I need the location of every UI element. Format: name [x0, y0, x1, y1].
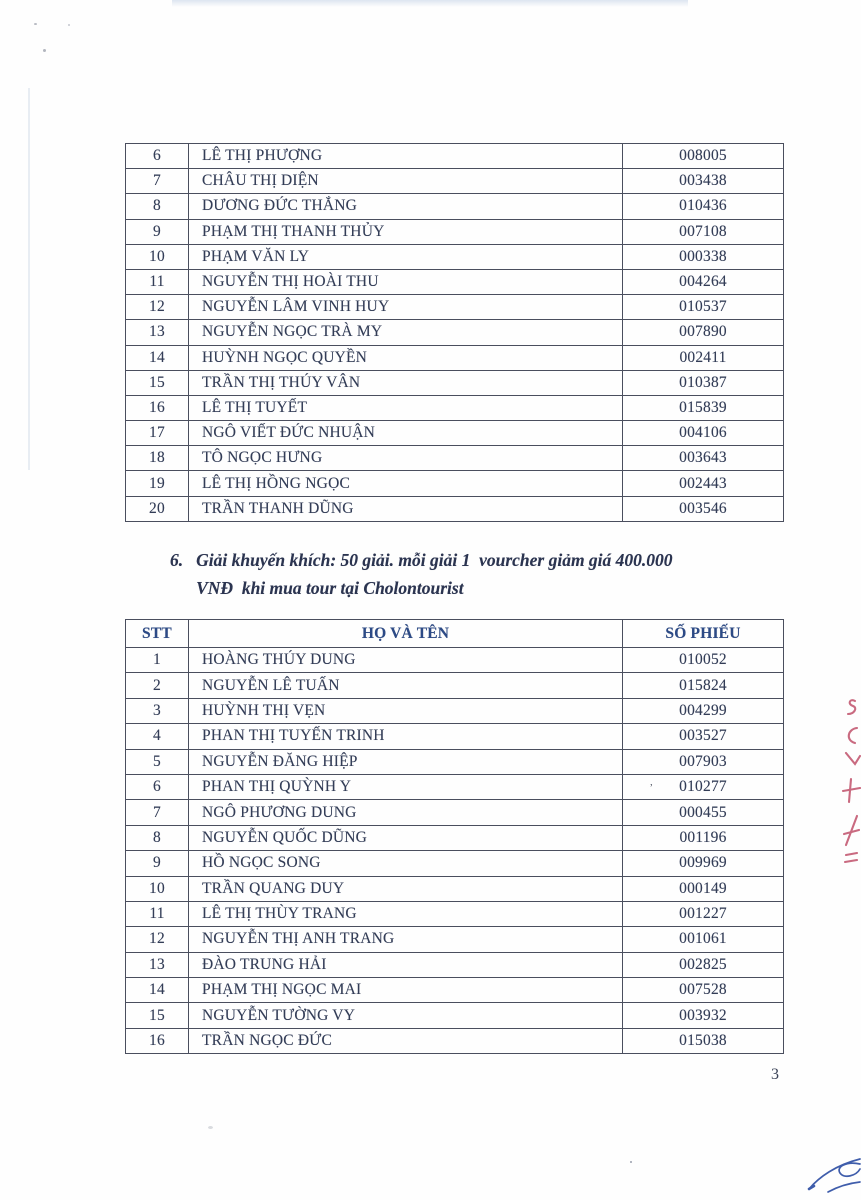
ticket-number-cell: 007903 — [623, 749, 784, 774]
winners-table-continued — [125, 143, 784, 522]
table-row — [126, 1003, 784, 1028]
row-index-cell: 2 — [126, 673, 189, 698]
winner-name-cell: HUỲNH THỊ VẸN — [189, 698, 623, 723]
ticket-number-cell: 000455 — [623, 800, 784, 825]
row-index-cell: 15 — [126, 370, 189, 395]
table-row — [126, 395, 784, 420]
ticket-number-cell: 003546 — [623, 496, 784, 521]
ticket-number-cell: 015839 — [623, 395, 784, 420]
ticket-number-cell: 007108 — [623, 219, 784, 244]
row-index-cell: 1 — [126, 648, 189, 673]
row-index-cell: 17 — [126, 421, 189, 446]
ticket-number-cell: 010537 — [623, 295, 784, 320]
ticket-number-cell: 001196 — [623, 825, 784, 850]
signature-scribble — [806, 1152, 861, 1200]
table-row — [126, 320, 784, 345]
winner-name-cell: CHÂU THỊ DIỆN — [189, 169, 623, 194]
table-row — [126, 345, 784, 370]
table-row — [126, 724, 784, 749]
row-index-cell: 12 — [126, 295, 189, 320]
table-row — [126, 825, 784, 850]
ticket-number-cell: 010436 — [623, 194, 784, 219]
table-row — [126, 901, 784, 926]
winner-name-cell: HUỲNH NGỌC QUYỀN — [189, 345, 623, 370]
ticket-number-cell: 004106 — [623, 421, 784, 446]
winner-name-cell: TRẦN NGỌC ĐỨC — [189, 1028, 623, 1053]
ticket-number-cell: 000338 — [623, 244, 784, 269]
scan-artifact-fold-line — [28, 88, 30, 470]
header-name: HỌ VÀ TÊN — [189, 620, 623, 648]
table-row — [126, 496, 784, 521]
row-index-cell: 10 — [126, 244, 189, 269]
page-number: 3 — [771, 1066, 779, 1083]
row-index-cell: 10 — [126, 876, 189, 901]
row-index-cell: 13 — [126, 952, 189, 977]
row-index-cell: 11 — [126, 901, 189, 926]
table-row — [126, 219, 784, 244]
row-index-cell: 20 — [126, 496, 189, 521]
winner-name-cell: PHẠM THỊ THANH THỦY — [189, 219, 623, 244]
table-row — [126, 648, 784, 673]
winner-name-cell: HỒ NGỌC SONG — [189, 851, 623, 876]
row-index-cell: 8 — [126, 825, 189, 850]
table-row — [126, 421, 784, 446]
winner-name-cell: PHẠM VĂN LY — [189, 244, 623, 269]
winner-name-cell: HOÀNG THÚY DUNG — [189, 648, 623, 673]
ticket-number-cell: 008005 — [623, 144, 784, 169]
section-heading — [170, 546, 770, 602]
ticket-number-cell: 002411 — [623, 345, 784, 370]
ticket-number-cell: 003643 — [623, 446, 784, 471]
ticket-number-cell: 003438 — [623, 169, 784, 194]
table-row — [126, 471, 784, 496]
ticket-number-cell: 010277 — [623, 774, 784, 799]
row-index-cell: 7 — [126, 800, 189, 825]
ticket-number-cell: 009969 — [623, 851, 784, 876]
row-index-cell: 14 — [126, 978, 189, 1003]
table-row — [126, 876, 784, 901]
consolation-prize-table-body — [126, 648, 784, 1054]
table-row — [126, 800, 784, 825]
table-row — [126, 698, 784, 723]
winner-name-cell: LÊ THỊ PHƯỢNG — [189, 144, 623, 169]
table-row — [126, 1028, 784, 1053]
winner-name-cell: LÊ THỊ HỒNG NGỌC — [189, 471, 623, 496]
row-index-cell: 5 — [126, 749, 189, 774]
winner-name-cell: PHAN THỊ QUỲNH Y — [189, 774, 623, 799]
ticket-number-cell: 001227 — [623, 901, 784, 926]
winner-name-cell: LÊ THỊ TUYẾT — [189, 395, 623, 420]
scan-speck — [34, 23, 37, 25]
row-index-cell: 8 — [126, 194, 189, 219]
winner-name-cell: NGUYỄN LÂM VINH HUY — [189, 295, 623, 320]
ticket-number-cell: 004264 — [623, 269, 784, 294]
row-index-cell: 13 — [126, 320, 189, 345]
consolation-prize-table-header — [126, 620, 784, 648]
ticket-number-cell: 004299 — [623, 698, 784, 723]
header-row — [126, 620, 784, 648]
ticket-number-cell: 007890 — [623, 320, 784, 345]
row-index-cell: 16 — [126, 1028, 189, 1053]
scan-speck — [68, 24, 70, 26]
row-index-cell: 6 — [126, 144, 189, 169]
row-index-cell: 6 — [126, 774, 189, 799]
winner-name-cell: PHẠM THỊ NGỌC MAI — [189, 978, 623, 1003]
winner-name-cell: NGUYỄN LÊ TUẤN — [189, 673, 623, 698]
winner-name-cell: TÔ NGỌC HƯNG — [189, 446, 623, 471]
row-index-cell: 4 — [126, 724, 189, 749]
table-row — [126, 749, 784, 774]
winner-name-cell: DƯƠNG ĐỨC THẮNG — [189, 194, 623, 219]
header-stt: STT — [126, 620, 189, 648]
ticket-number-cell: 010052 — [623, 648, 784, 673]
table-row — [126, 194, 784, 219]
row-index-cell: 18 — [126, 446, 189, 471]
winner-name-cell: NGÔ VIẾT ĐỨC NHUẬN — [189, 421, 623, 446]
ticket-number-cell: 015038 — [623, 1028, 784, 1053]
ticket-number-cell: 015824 — [623, 673, 784, 698]
winners-table-continued-body — [126, 144, 784, 522]
row-index-cell: 9 — [126, 219, 189, 244]
winner-name-cell: TRẦN QUANG DUY — [189, 876, 623, 901]
table-row — [126, 446, 784, 471]
row-index-cell: 15 — [126, 1003, 189, 1028]
row-index-cell: 14 — [126, 345, 189, 370]
table-row — [126, 673, 784, 698]
scan-speck — [208, 1126, 213, 1129]
row-index-cell: 11 — [126, 269, 189, 294]
ticket-number-cell: 001061 — [623, 927, 784, 952]
ticket-number-cell: 000149 — [623, 876, 784, 901]
table-row — [126, 370, 784, 395]
ticket-number-cell: 010387 — [623, 370, 784, 395]
ticket-number-cell: 003527 — [623, 724, 784, 749]
table-row — [126, 269, 784, 294]
row-index-cell: 7 — [126, 169, 189, 194]
winner-name-cell: NGUYỄN ĐĂNG HIỆP — [189, 749, 623, 774]
scan-speck: , — [650, 776, 653, 788]
table-row — [126, 144, 784, 169]
handwritten-red-note — [840, 697, 861, 892]
table-row — [126, 295, 784, 320]
row-index-cell: 3 — [126, 698, 189, 723]
row-index-cell: 16 — [126, 395, 189, 420]
row-index-cell: 19 — [126, 471, 189, 496]
heading-line-1: Giải khuyến khích: 50 giải. mỗi giải 1 vourcher giảm giá 400.000 — [196, 550, 673, 570]
winner-name-cell: NGUYỄN THỊ HOÀI THU — [189, 269, 623, 294]
winner-name-cell: TRẦN THỊ THÚY VÂN — [189, 370, 623, 395]
consolation-prize-table — [125, 619, 784, 1054]
ticket-number-cell: 002825 — [623, 952, 784, 977]
row-index-cell: 9 — [126, 851, 189, 876]
winner-name-cell: NGUYỄN NGỌC TRÀ MY — [189, 320, 623, 345]
winner-name-cell: LÊ THỊ THÙY TRANG — [189, 901, 623, 926]
ticket-number-cell: 002443 — [623, 471, 784, 496]
winner-name-cell: ĐÀO TRUNG HẢI — [189, 952, 623, 977]
section-number: 6. — [170, 550, 184, 570]
table-row — [126, 952, 784, 977]
winner-name-cell: PHAN THỊ TUYẾN TRINH — [189, 724, 623, 749]
scan-artifact-top-band — [172, 0, 688, 7]
winner-name-cell: NGÔ PHƯƠNG DUNG — [189, 800, 623, 825]
winner-name-cell: NGUYỄN TƯỜNG VY — [189, 1003, 623, 1028]
table-row — [126, 244, 784, 269]
row-index-cell: 12 — [126, 927, 189, 952]
scan-speck — [43, 49, 46, 52]
winner-name-cell: NGUYỄN THỊ ANH TRANG — [189, 927, 623, 952]
winner-name-cell: NGUYỄN QUỐC DŨNG — [189, 825, 623, 850]
table-row — [126, 169, 784, 194]
scan-speck — [630, 1161, 632, 1163]
winner-name-cell: TRẦN THANH DŨNG — [189, 496, 623, 521]
heading-line-2: VNĐ khi mua tour tại Cholontourist — [196, 578, 464, 598]
header-ticket-number: SỐ PHIẾU — [623, 620, 784, 648]
section-heading-text — [196, 546, 672, 602]
table-row — [126, 978, 784, 1003]
table-row — [126, 927, 784, 952]
table-row — [126, 851, 784, 876]
table-row — [126, 774, 784, 799]
ticket-number-cell: 007528 — [623, 978, 784, 1003]
ticket-number-cell: 003932 — [623, 1003, 784, 1028]
